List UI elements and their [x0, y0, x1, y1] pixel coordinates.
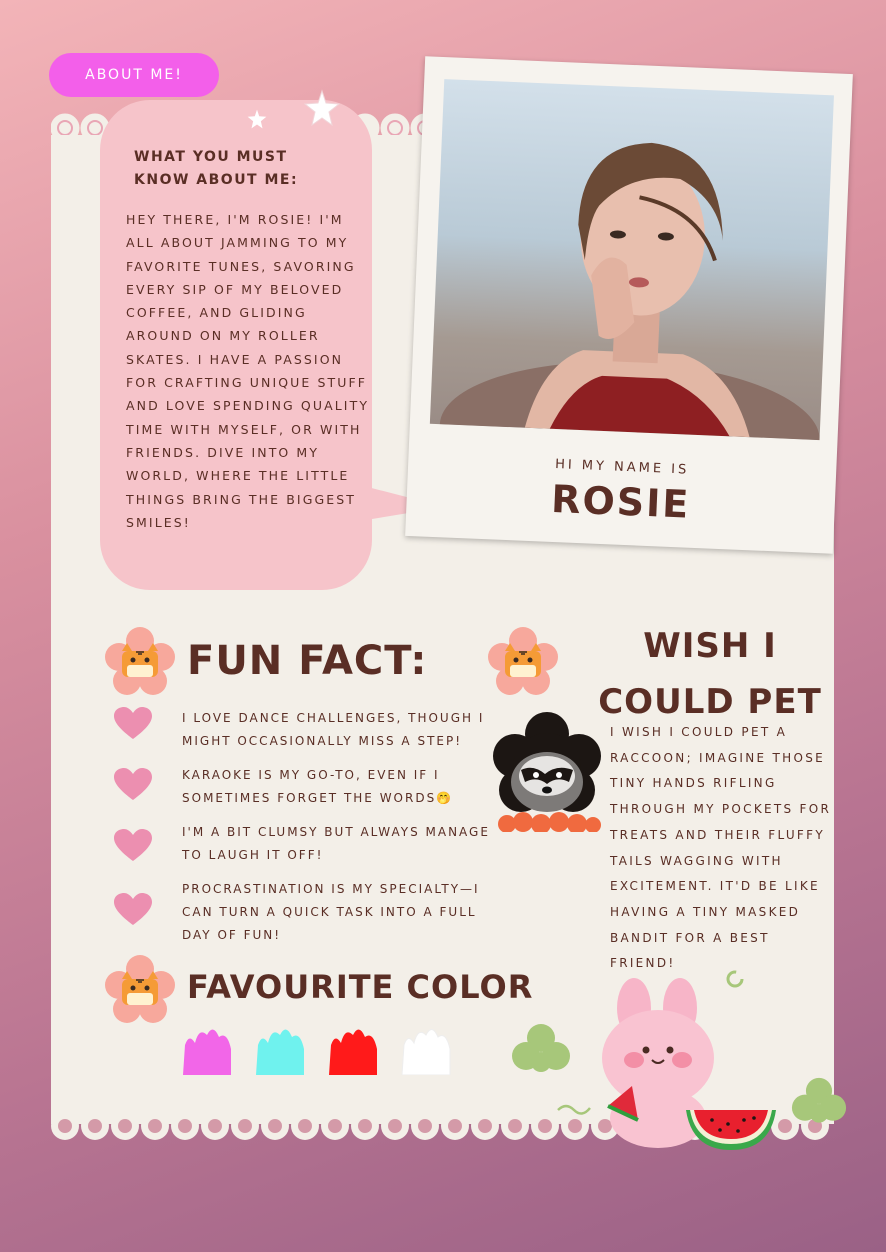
small-star-icon [246, 108, 268, 130]
wish-title: WISH I COULD PET [598, 626, 822, 722]
polaroid-caption: HI MY NAME IS [554, 457, 690, 478]
polaroid-name: ROSIE [550, 476, 692, 527]
star-icon [302, 88, 342, 128]
polaroid-frame [405, 56, 853, 554]
heart-icon [114, 893, 152, 927]
tiger-badge-icon [105, 955, 175, 1025]
about-me-pill[interactable]: ABOUT ME! [49, 53, 219, 97]
clover-icon [510, 1022, 572, 1082]
fun-fact-item: PROCRASTINATION IS MY SPECIALTY—I CAN TURN A QUICK TASK INTO A FULL DAY OF FUN! [182, 882, 480, 942]
color-swatch [181, 1025, 233, 1075]
profile-photo [430, 79, 834, 440]
swirl-icon [724, 968, 746, 990]
about-title: WHAT YOU MUST KNOW ABOUT ME: [134, 149, 299, 188]
fun-fact-item: I'M A BIT CLUMSY BUT ALWAYS MANAGE TO LAUGH IT OFF! [182, 825, 490, 862]
portrait-illustration [430, 79, 834, 440]
heart-icon [114, 829, 152, 863]
wish-body: I WISH I COULD PET A RACCOON; IMAGINE THOSE TINY HANDS RIFLING THROUGH MY POCKETS FOR TREATS AND THEIR FLUFFY TAILS WAGGING WITH EXCITEMENT. IT'D BE LIKE HAVING A TINY MASKED BANDIT FOR A BEST FRIEND! [610, 725, 832, 971]
favourite-color-title: FAVOURITE COLOR [187, 968, 534, 1006]
heart-icon [114, 768, 152, 802]
about-body: HEY THERE, I'M ROSIE! I'M ALL ABOUT JAMMING TO MY FAVORITE TUNES, SAVORING EVERY SIP OF MY BELOVED COFFEE, AND GLIDING AROUND ON MY ROLLER SKATES. I HAVE A PASSION FOR CRAFTING UNIQUE STUFF AND LOVE SPENDING QUALITY TIME WITH MYSELF, OR WITH FRIENDS. DIVE INTO MY WORLD, WHERE THE LITTLE THINGS BRING THE BIGGEST SMILES! [126, 212, 370, 530]
tiger-badge-icon [488, 627, 558, 697]
swirl-icon [556, 1100, 592, 1120]
fun-fact-item: KARAOKE IS MY GO-TO, EVEN IF I SOMETIMES FORGET THE WORDS🤭 [182, 768, 454, 805]
color-swatch [400, 1025, 452, 1075]
color-swatch [254, 1025, 306, 1075]
fun-fact-item: I LOVE DANCE CHALLENGES, THOUGH I MIGHT OCCASIONALLY MISS A STEP! [182, 711, 485, 748]
color-swatch [327, 1025, 379, 1075]
fun-fact-title: FUN FACT: [187, 638, 428, 684]
clover-icon [790, 1076, 848, 1132]
watermelon-icon [684, 1106, 778, 1152]
heart-icon [114, 707, 152, 741]
raccoon-sticker [493, 712, 601, 832]
tiger-badge-icon [105, 627, 175, 697]
